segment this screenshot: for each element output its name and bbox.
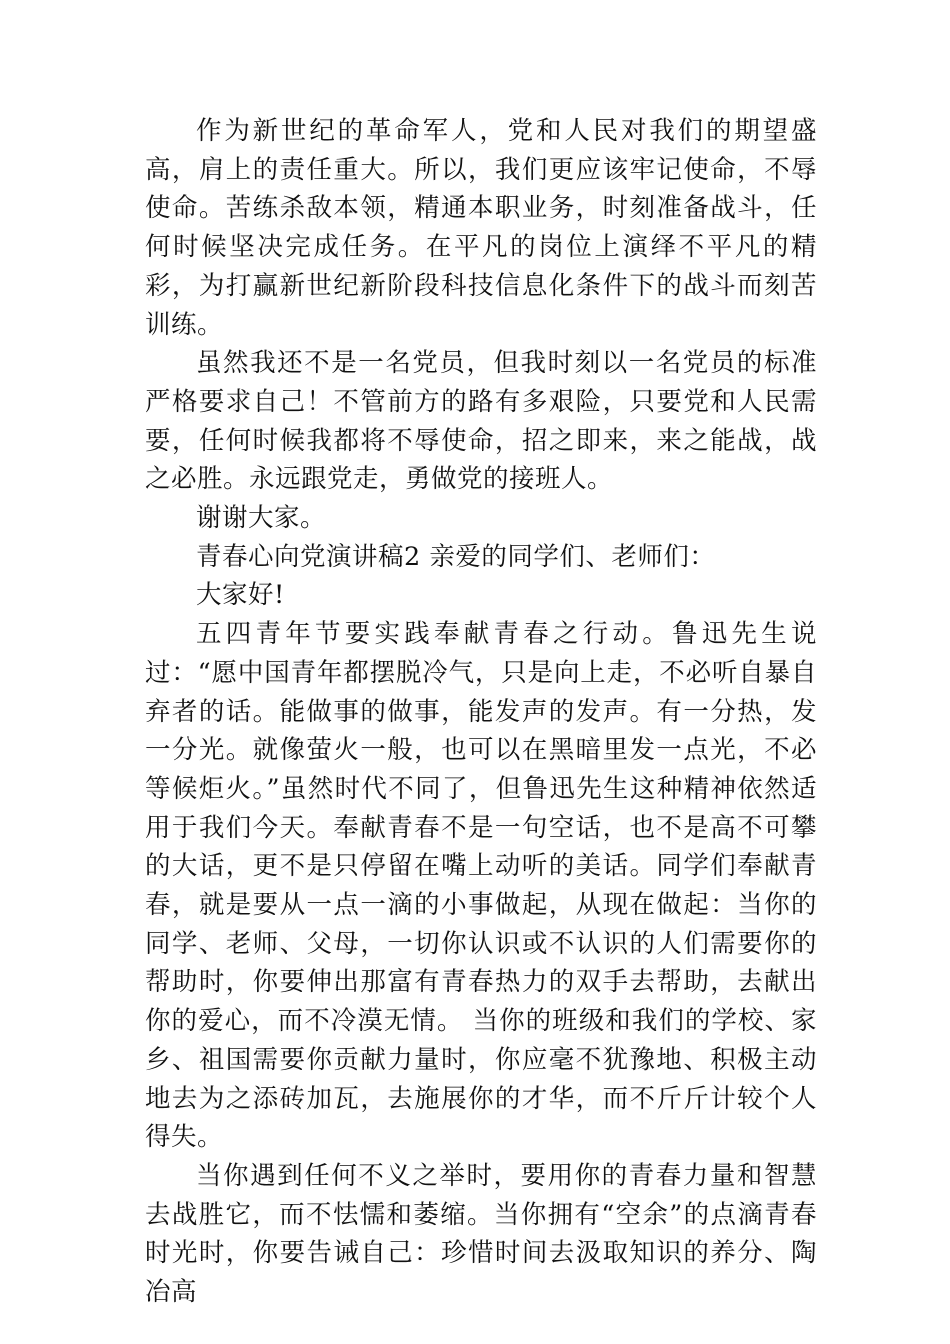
paragraph-5: 大家好!	[196, 580, 285, 611]
paragraph-3: 谢谢大家。	[196, 503, 327, 534]
paragraph-2: 虽然我还不是一名党员，但我时刻以一名党员的标准严格要求自己！不管前方的路有多艰险，只要党和人民需要，任何时候我都将不辱使命，招之即来，来之能战，战之必胜。永远跟党走，勇做党的接班人。	[145, 348, 817, 495]
paragraph-1: 作为新世纪的革命军人，党和人民对我们的期望盛高，肩上的责任重大。所以，我们更应该牢记使命，不辱使命。苦练杀敌本领，精通本职业务，时刻准备战斗，任何时候坚决完成任务。在平凡的岗位上演绎不平凡的精彩，为打赢新世纪新阶段科技信息化条件下的战斗而刻苦训练。	[145, 116, 817, 340]
paragraph-4: 青春心向党演讲稿2 亲爱的同学们、老师们：	[196, 541, 716, 572]
paragraph-7: 当你遇到任何不义之举时，要用你的青春力量和智慧去战胜它，而不怯懦和萎缩。当你拥有“空余”的点滴青春时光时，你要告诫自己：珍惜时间去汲取知识的养分、陶冶高	[145, 1160, 817, 1308]
document-page	[145, 112, 817, 1312]
paragraph-6: 五四青年节要实践奉献青春之行动。鲁迅先生说过：“愿中国青年都摆脱冷气，只是向上走，不必听自暴自弃者的话。能做事的做事，能发声的发声。有一分热，发一分光。就像萤火一般，也可以在黑暗里发一点光，不必等候炬火。”虽然时代不同了，但鲁迅先生这种精神依然适用于我们今天。奉献青春不是一句空话，也不是高不可攀的大话，更不是只停留在嘴上动听的美话。同学们奉献青春，就是要从一点一滴的小事做起，从现在做起：当你的同学、老师、父母，一切你认识或不认识的人们需要你的帮助时，你要伸出那富有青春热力的双手去帮助，去献出你的爱心，而不冷漠无情。 当你的班级和我们的学校、家乡、祖国需要你贡献力量时，你应毫不犹豫地、积极主动地去为之添砖加瓦，去施展你的才华，而不斤斤计较个人得失。	[145, 619, 817, 1153]
